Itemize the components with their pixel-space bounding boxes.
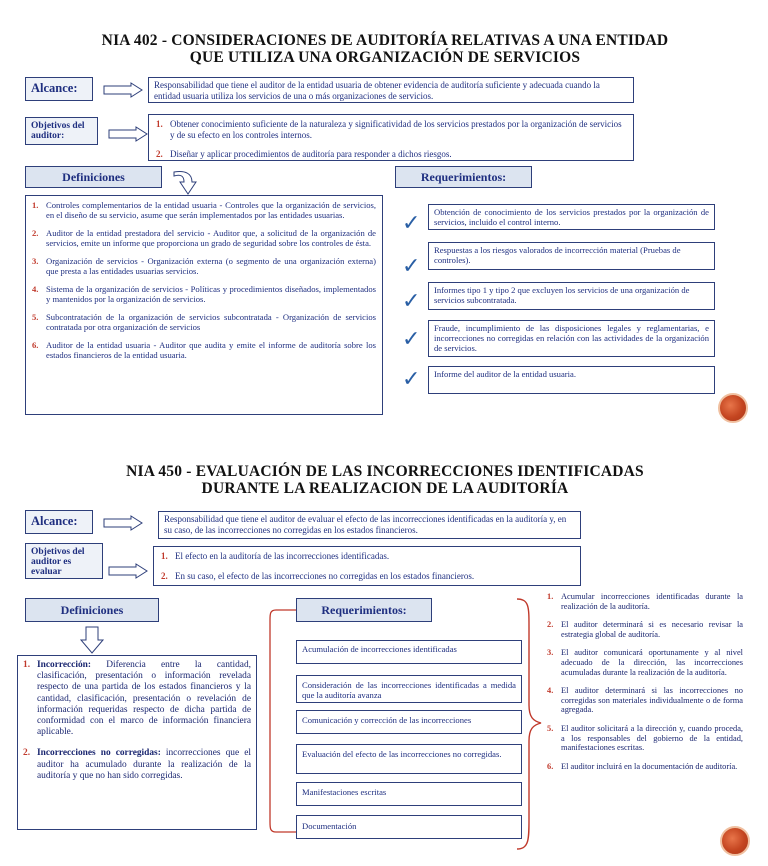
list-number: 2. [161,570,168,581]
nia402-requerimiento-5: Informe del auditor de la entidad usuaria. [428,366,715,394]
nia402-requerimientos-header: Requerimientos: [395,166,532,188]
checkmark-icon: ✓ [402,327,421,352]
definicion-term: Incorrección: [37,660,91,670]
checkmark-icon: ✓ [402,289,421,314]
nia402-objetivos-label: Objetivos del auditor: [25,117,98,145]
list-item [154,149,628,160]
definicion-text: Organización de servicios - Organización externa (o segmento de una organización externa) que presta a las entidades usuarias servicios. [46,256,376,276]
nia402-alcance-text: Responsabilidad que tiene el auditor de la entidad usuaria de obtener evidencia de auditoría suficiente y adecuada cuando la entidad usuaria utiliza los servicios de una o más organizaciones de servicios. [148,77,634,103]
detalle-text: El auditor incluirá en la documentación de auditoría. [561,761,738,771]
list-item [30,256,376,276]
nia450-title-line2: DURANTE LA REALIZACION DE LA AUDITORÍA [201,480,569,497]
nia450-requerimientos-header: Requerimientos: [296,598,432,622]
nia402-objetivos-box [148,114,634,161]
list-number: 3. [547,648,554,658]
list-item [30,228,376,248]
nia450-title [60,463,710,497]
list-number: 5. [32,312,39,322]
objetivo-text: Obtener conocimiento suficiente de la naturaleza y significatividad de los servicios prestados por la organización de servicios y de su efecto en los controles internos. [170,119,622,140]
right-arrow-icon [108,126,148,142]
list-item [545,724,743,753]
list-item [30,340,376,360]
detalle-text: El auditor comunicará oportunamente y al nivel adecuado de la dirección, las incorrecciones acumuladas durante la realización de la auditoría. [561,648,743,677]
nia402-requerimiento-2: Respuestas a los riesgos valorados de incorrección material (Pruebas de controles). [428,242,715,270]
right-arrow-icon [108,563,148,579]
nia450-requerimiento-2: Consideración de las incorrecciones identificadas a medida que la auditoría avanza [296,675,522,703]
list-number: 1. [32,200,39,210]
nia450-requerimiento-1: Acumulación de incorrecciones identificadas [296,640,522,664]
list-number: 2. [547,620,554,630]
objetivo-text: En su caso, el efecto de las incorrecciones no corregidas en los estados financieros. [175,570,475,581]
list-item [545,592,743,611]
nia450-detalles-list [545,592,743,832]
nia450-alcance-label: Alcance: [25,510,93,534]
nia450-alcance-text: Responsabilidad que tiene el auditor de evaluar el efecto de las incorrecciones identificadas en la auditoría y, en su caso, de las incorrecciones no corregidas en los estados financieros. [158,511,581,539]
definicion-text: Sistema de la organización de servicios - Políticas y procedimientos diseñados, implementados y mantenidos por la organización de servicios. [46,284,376,304]
definicion-text: Diferencia entre la cantidad, clasificación, presentación o información revelada respecto de una partida de los estados financieros y la cantidad, clasificación, presentación o revelación de información requeridas respecto de dicha partida de conformidad con el marco de información financiera aplicable. [37,660,251,738]
list-item [30,312,376,332]
list-item [21,748,251,782]
list-number: 6. [32,340,39,350]
list-number: 1. [547,592,554,601]
nia450-requerimiento-3: Comunicación y corrección de las incorrecciones [296,710,522,734]
orange-circle-icon [718,393,748,423]
list-item [154,119,628,140]
checkmark-icon: ✓ [402,254,421,279]
list-item [545,686,743,715]
definicion-text: Auditor de la entidad usuaria - Auditor que audita y emite el informe de auditoría sobre los estados financieros de la entidad usuaria. [46,340,376,360]
list-number: 5. [547,723,554,733]
list-number: 1. [23,660,31,670]
list-number: 2. [32,228,39,238]
list-number: 1. [156,119,163,129]
list-item [545,648,743,677]
list-item [159,571,575,582]
nia450-requerimiento-6: Documentación [296,815,522,839]
list-number: 2. [156,149,163,159]
list-item [545,762,743,772]
list-item [30,284,376,304]
nia402-definiciones-header: Definiciones [25,166,162,188]
nia450-title-line1: NIA 450 - EVALUACIÓN DE LAS INCORRECCIONES IDENTIFICADAS [126,463,644,480]
list-item [21,660,251,738]
list-number: 4. [547,686,554,696]
nia402-title [60,32,710,66]
definicion-text: incorrecciones que el auditor ha acumulado durante la realización de la auditoría y que no han sido corregidas. [37,748,251,781]
nia402-requerimiento-1: Obtención de conocimiento de los servicios prestados por la organización de servicios, incluido el control interno. [428,204,715,230]
nia450-requerimiento-5: Manifestaciones escritas [296,782,522,806]
nia402-title-line2: QUE UTILIZA UNA ORGANIZACIÓN DE SERVICIOS [189,49,581,66]
orange-circle-icon [720,826,750,856]
list-item [545,620,743,639]
right-arrow-icon [103,515,143,531]
nia450-definiciones-box [17,655,257,830]
definicion-text: Auditor de la entidad prestadora del servicio - Auditor que, a solicitud de la organización de servicios, emite un informe que proporciona un grado de seguridad sobre los controles de ésta. [46,228,376,248]
objetivo-text: El efecto en la auditoría de las incorrecciones identificadas. [175,551,390,561]
list-number: 1. [161,551,168,561]
curly-brace-icon [515,597,543,853]
nia402-requerimiento-3: Informes tipo 1 y tipo 2 que excluyen los servicios de una organización de servicios subcontratada. [428,282,715,310]
list-number: 2. [23,748,31,759]
checkmark-icon: ✓ [402,211,421,236]
down-arrow-icon [80,626,104,654]
nia450-objetivos-box [153,546,581,586]
checkmark-icon: ✓ [402,367,421,392]
list-item [159,551,575,562]
nia402-definiciones-box [25,195,383,415]
detalle-text: El auditor determinará si es necesario revisar la estrategia global de auditoría. [561,620,743,639]
nia450-definiciones-header: Definiciones [25,598,159,622]
nia402-title-line1: NIA 402 - CONSIDERACIONES DE AUDITORÍA RELATIVAS A UNA ENTIDAD [101,32,669,49]
objetivo-text: Diseñar y aplicar procedimientos de auditoría para responder a dichos riesgos. [170,149,452,159]
nia450-requerimiento-4: Evaluación del efecto de las incorrecciones no corregidas. [296,744,522,774]
detalle-text: El auditor determinará si las incorrecciones no corregidas son materiales individualmente o de forma agregada. [561,686,743,715]
list-number: 4. [32,284,39,294]
list-number: 6. [547,761,554,771]
detalle-text: El auditor solicitará a la dirección y, cuando proceda, a los responsables del gobierno de la entidad, manifestaciones escritas. [561,723,743,753]
definicion-term: Incorrecciones no corregidas: [37,748,161,759]
definicion-text: Subcontratación de la organización de servicios subcontratada - Organización de servicios contratada por otra organización de servicios [46,312,376,332]
nia402-requerimiento-4: Fraude, incumplimiento de las disposiciones legales y reglamentarias, e incorrecciones no corregidas en relación con las actividades de la organización de servicios. [428,320,715,357]
right-arrow-icon [103,82,143,98]
list-item [30,200,376,220]
detalle-text: Acumular incorrecciones identificadas durante la realización de la auditoría. [561,592,743,611]
list-number: 3. [32,256,39,266]
nia450-objetivos-label: Objetivos del auditor es evaluar [25,543,103,579]
definicion-text: Controles complementarios de la entidad usuaria - Controles que la organización de servicios, en el diseño de su servicio, asume que serán implementados por las entidades usuarias. [46,200,376,220]
curved-down-arrow-icon [172,168,200,196]
nia402-alcance-label: Alcance: [25,77,93,101]
